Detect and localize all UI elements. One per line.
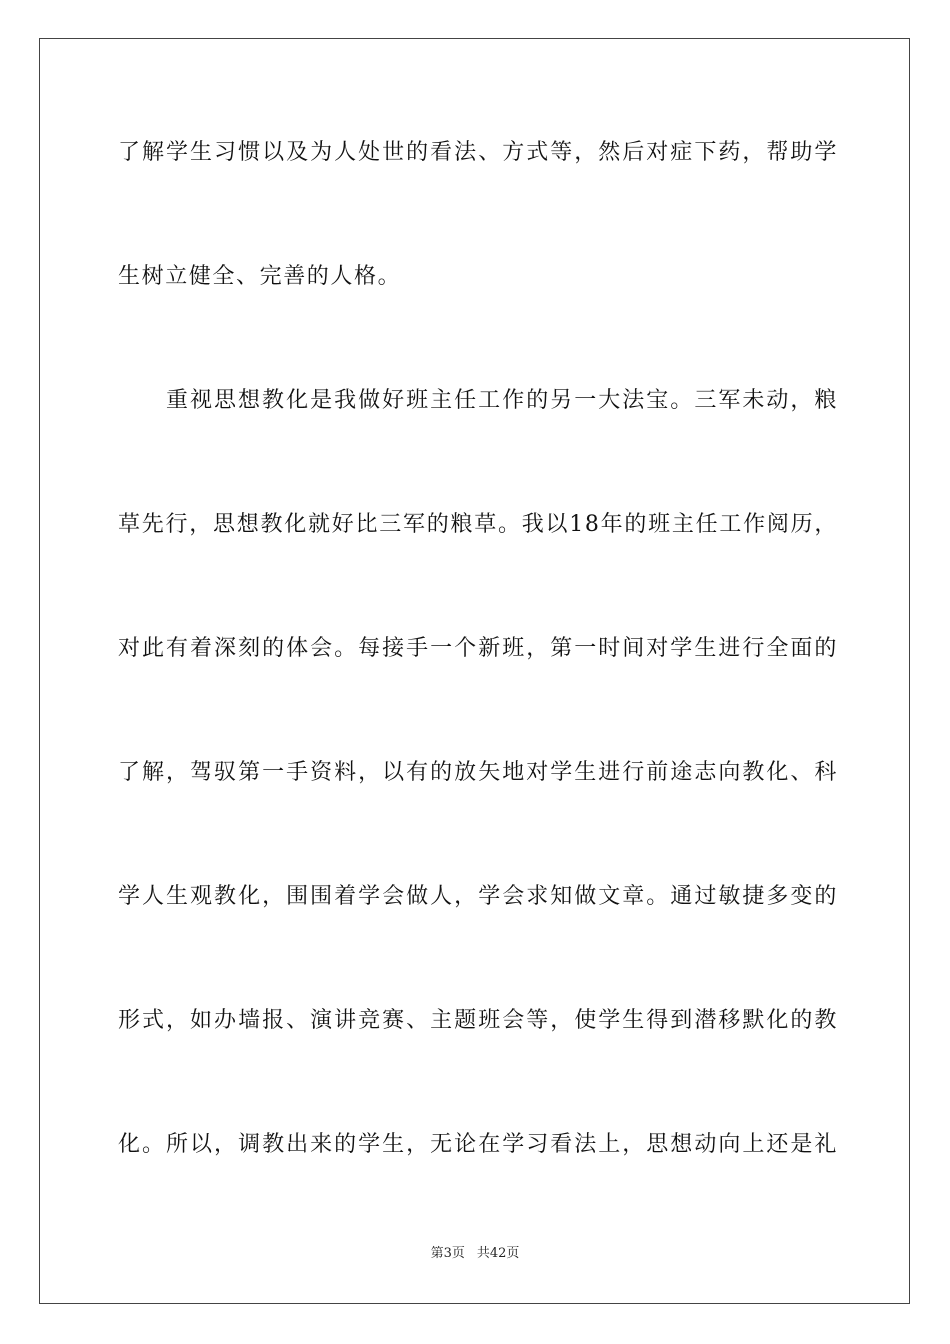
text-line-paragraph-start: 重视思想教化是我做好班主任工作的另一大法宝。三军未动，粮 bbox=[166, 388, 838, 413]
page-number: 第3页 bbox=[430, 1246, 465, 1261]
text-line: 形式，如办墙报、演讲竞赛、主题班会等，使学生得到潜移默化的教 bbox=[118, 1008, 838, 1033]
text-line: 了解学生习惯以及为人处世的看法、方式等，然后对症下药，帮助学 bbox=[118, 140, 838, 165]
text-line: 对此有着深刻的体会。每接手一个新班，第一时间对学生进行全面的 bbox=[118, 636, 838, 661]
page-footer bbox=[0, 1244, 950, 1264]
page-total: 共42页 bbox=[476, 1246, 520, 1261]
text-line: 了解，驾驭第一手资料，以有的放矢地对学生进行前途志向教化、科 bbox=[118, 760, 838, 785]
text-line: 化。所以，调教出来的学生，无论在学习看法上，思想动向上还是礼 bbox=[118, 1132, 838, 1157]
text-line: 草先行，思想教化就好比三军的粮草。我以18年的班主任工作阅历， bbox=[118, 512, 838, 537]
page-frame bbox=[39, 38, 910, 1304]
text-line: 生树立健全、完善的人格。 bbox=[118, 264, 402, 289]
text-line: 学人生观教化，围围着学会做人，学会求知做文章。通过敏捷多变的 bbox=[118, 884, 838, 909]
